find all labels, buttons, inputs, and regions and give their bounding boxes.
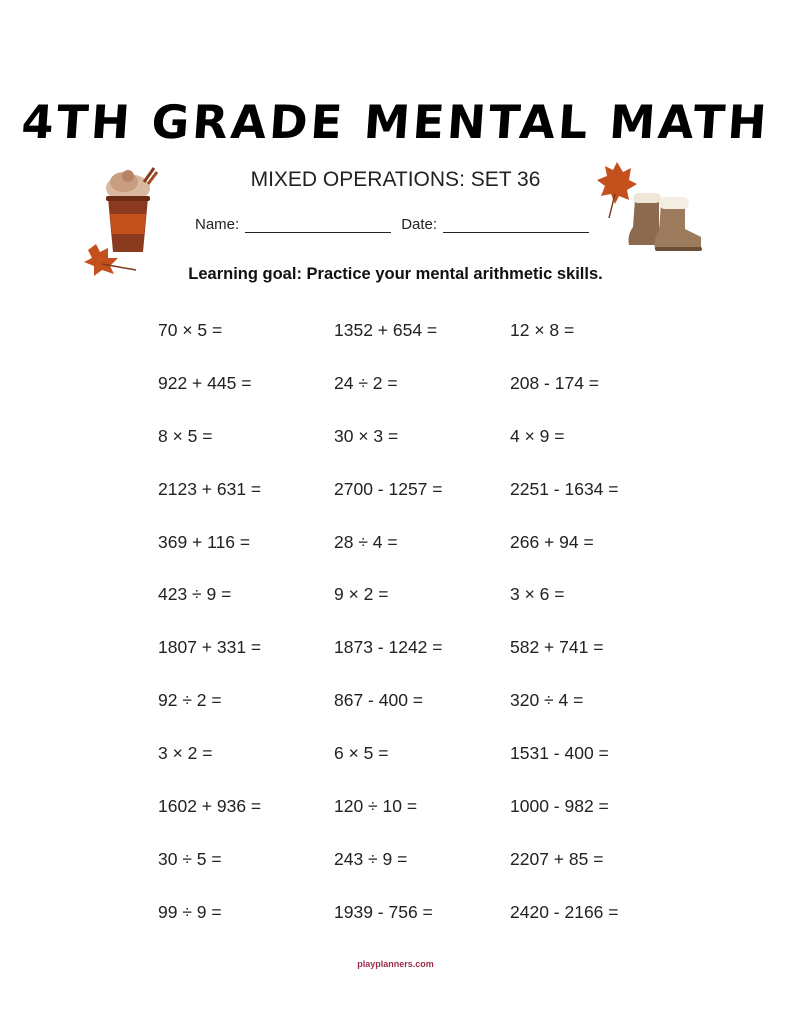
winter-boots-icon: [625, 185, 707, 253]
learning-goal: Learning goal: Practice your mental arithmetic skills.: [188, 265, 603, 283]
math-problem: 8 × 5 =: [158, 425, 213, 446]
math-problem: 208 - 174 =: [510, 372, 600, 393]
page-title: 4TH GRADE MENTAL MATH: [19, 95, 772, 149]
math-problem: 2207 + 85 =: [510, 848, 604, 869]
worksheet-subtitle: MIXED OPERATIONS: SET 36: [250, 168, 541, 191]
math-problem: 867 - 400 =: [334, 690, 424, 711]
brand-logo-text: playplanners.com: [357, 959, 434, 969]
math-problem: 423 ÷ 9 =: [158, 584, 232, 605]
name-field[interactable]: [245, 216, 391, 233]
math-problem: 243 ÷ 9 =: [334, 848, 408, 869]
date-label: Date:: [401, 216, 438, 233]
math-problem: 4 × 9 =: [510, 425, 565, 446]
math-problem: 582 + 741 =: [510, 637, 604, 658]
math-problem: 2420 - 2166 =: [510, 901, 619, 922]
math-problem: 24 ÷ 2 =: [334, 372, 398, 393]
math-problem: 1352 + 654 =: [334, 320, 438, 340]
math-problem: 1939 - 756 =: [334, 901, 433, 922]
math-problem: 9 × 2 =: [334, 584, 389, 605]
problem-grid: [158, 318, 678, 953]
math-problem: 99 ÷ 9 =: [158, 901, 222, 922]
date-field[interactable]: [443, 216, 589, 233]
math-problem: 92 ÷ 2 =: [158, 690, 222, 711]
math-problem: 1602 + 936 =: [158, 796, 262, 817]
math-problem: 266 + 94 =: [510, 531, 594, 552]
math-problem: 3 × 2 =: [158, 743, 213, 764]
math-problem: 2251 - 1634 =: [510, 478, 619, 499]
math-problem: 1807 + 331 =: [158, 637, 262, 658]
math-problem: 320 ÷ 4 =: [510, 690, 584, 711]
math-problem: 3 × 6 =: [510, 584, 565, 605]
math-problem: 2700 - 1257 =: [334, 478, 443, 499]
math-problem: 2123 + 631 =: [158, 478, 262, 499]
name-label: Name:: [195, 216, 240, 233]
math-problem: 369 + 116 =: [158, 531, 251, 552]
math-problem: 6 × 5 =: [334, 743, 389, 764]
name-date-row: [195, 216, 615, 233]
math-problem: 120 ÷ 10 =: [334, 796, 418, 817]
math-problem: 28 ÷ 4 =: [334, 531, 398, 552]
math-problem: 1000 - 982 =: [510, 796, 609, 817]
math-problem: 30 ÷ 5 =: [158, 848, 222, 869]
math-problem: 922 + 445 =: [158, 372, 252, 393]
math-problem: 30 × 3 =: [334, 425, 399, 446]
math-problem: 1873 - 1242 =: [334, 637, 443, 658]
math-problem: 70 × 5 =: [158, 320, 223, 340]
math-problem: 1531 - 400 =: [510, 743, 609, 764]
math-problem: 12 × 8 =: [510, 320, 575, 340]
footer-brand: [0, 959, 791, 969]
